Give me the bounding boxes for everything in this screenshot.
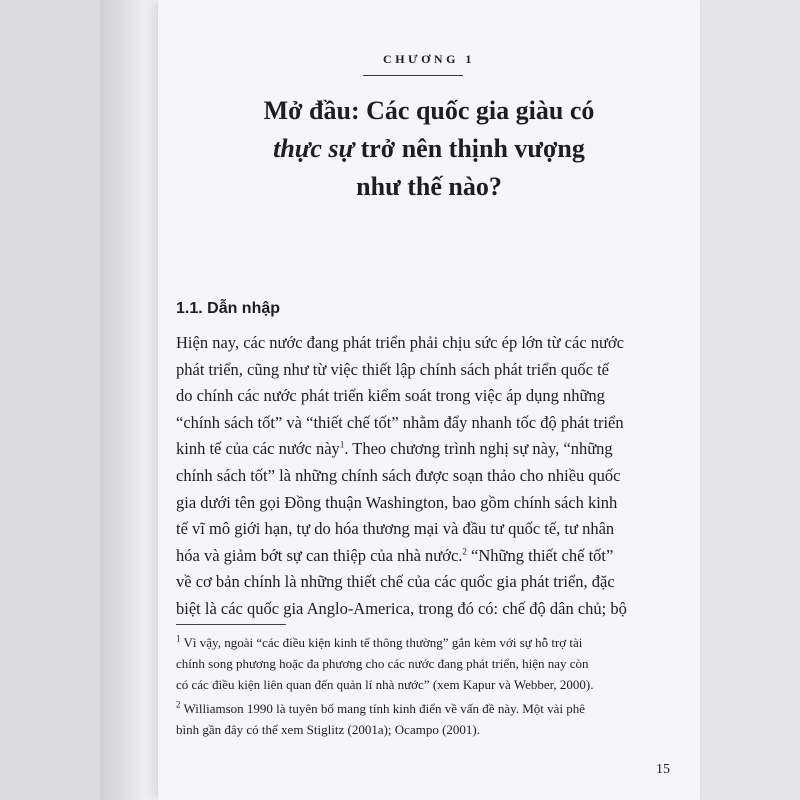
body-line-5	[176, 436, 672, 463]
body-line: phát triển, cũng như từ việc thiết lập chính sách phát triển quốc tế	[176, 359, 610, 379]
footnote-2	[176, 698, 676, 740]
footnote-line: có các điều kiện liên quan đến quản lí nhà nước” (xem Kapur và Webber, 2000).	[176, 677, 594, 692]
body-line: chính sách tốt” là những chính sách được soạn thảo cho nhiều quốc	[176, 465, 621, 485]
body-line-9-end: “Những thiết chế tốt”	[466, 545, 614, 565]
footnote-1	[176, 632, 676, 695]
chapter-title	[158, 92, 700, 206]
footnote-ref-1: 1	[339, 439, 345, 450]
footnote-line: bình gần đây có thể xem Stiglitz (2001a); Ocampo (2001).	[176, 722, 480, 737]
book-page	[158, 0, 700, 800]
section-heading: 1.1. Dẫn nhập	[176, 300, 281, 317]
chapter-title-line-2: trở nên thịnh vượng	[354, 134, 585, 163]
body-line: “chính sách tốt” và “thiết chế tốt” nhằm đẩy nhanh tốc độ phát triển	[176, 412, 624, 432]
body-line: biệt là các quốc gia Anglo-America, trong đó có: chế độ dân chủ; bộ	[176, 598, 627, 618]
chapter-rule	[363, 75, 463, 76]
footnote-line	[176, 698, 676, 719]
chapter-label: CHƯƠNG 1	[383, 52, 475, 66]
footnote-separator	[176, 624, 286, 625]
body-line-9-start: hóa và giảm bớt sự can thiệp của nhà nước.	[176, 545, 463, 565]
body-line-5-start: kinh tế của các nước này	[176, 439, 340, 459]
body-paragraph	[176, 330, 672, 623]
chapter-title-emphasis: thực sự	[273, 134, 355, 163]
footnote-2-line-1: Williamson 1990 là tuyên bố mang tính kinh điển về vấn đề này. Một vài phê	[180, 701, 586, 716]
footnote-1-line-1: Vì vậy, ngoài “các điều kiện kinh tế thông thường” gắn kèm với sự hỗ trợ tài	[180, 635, 583, 650]
body-line: về cơ bản chính là những thiết chế của các quốc gia phát triển, đặc	[176, 572, 615, 592]
footnote-2-mark: 2	[176, 699, 181, 710]
footnote-line	[176, 632, 676, 653]
footnote-1-mark: 1	[176, 633, 181, 644]
footnote-line: chính song phương hoặc đa phương cho các nước đang phát triển, hiện nay còn	[176, 656, 589, 671]
page-number: 15	[656, 762, 670, 777]
body-line: do chính các nước phát triển kiểm soát trong việc áp dụng những	[176, 386, 605, 406]
book-spine	[100, 0, 160, 800]
right-page-edge	[700, 0, 800, 800]
footnote-ref-2: 2	[462, 546, 467, 557]
body-line-9	[176, 543, 672, 570]
body-line: gia dưới tên gọi Đồng thuận Washington, bao gồm chính sách kinh	[176, 492, 618, 512]
body-line-5-end: . Theo chương trình nghị sự này, “những	[344, 439, 613, 459]
chapter-title-line-3: như thế nào?	[356, 172, 502, 201]
body-line: tế vĩ mô giới hạn, tự do hóa thương mại và đầu tư quốc tế, tư nhân	[176, 519, 615, 539]
chapter-title-line-1: Mở đầu: Các quốc gia giàu có	[263, 96, 595, 125]
body-line: Hiện nay, các nước đang phát triển phải chịu sức ép lớn từ các nước	[176, 333, 625, 352]
